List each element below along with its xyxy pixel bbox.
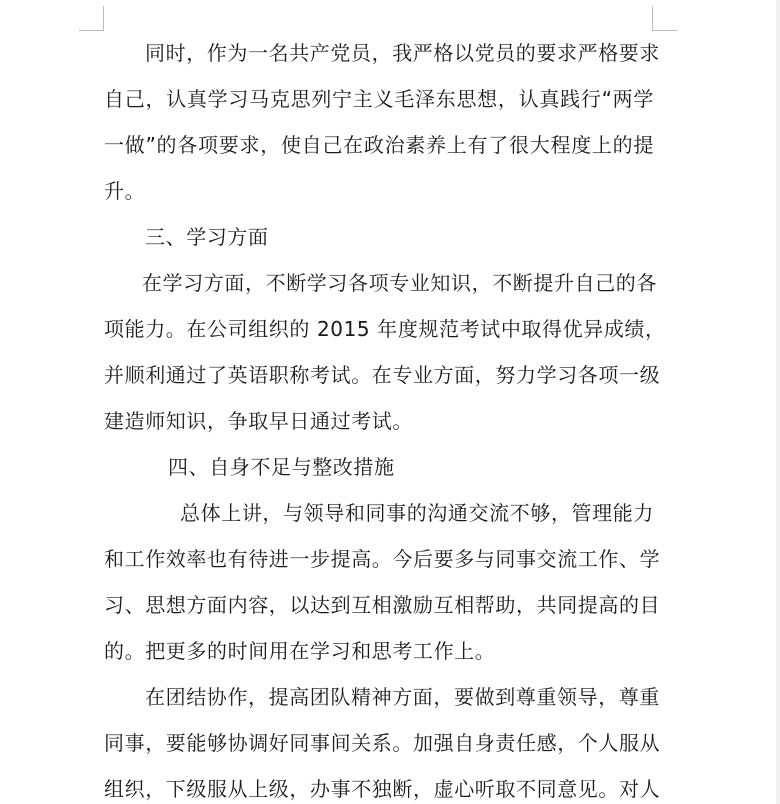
vertical-scrollbar[interactable] <box>776 0 780 804</box>
margin-corner-mark-top-right <box>652 6 677 31</box>
paragraph <box>104 674 661 804</box>
text-line: 同事，要能够协调好同事间关系。加强自身责任感，个人服从 <box>104 731 661 755</box>
text-line: 在学习方面，不断学习各项专业知识，不断提升自己的各 <box>142 271 657 295</box>
paragraph <box>104 260 666 444</box>
paragraph <box>104 30 660 214</box>
heading-text: 三、学习方面 <box>145 225 269 249</box>
section-heading <box>104 444 654 490</box>
text-line: 组织，下级服从上级，办事不独断，虚心听取不同意见。对人 <box>104 777 661 801</box>
text-line: 并顺利通过了英语职称考试。在专业方面，努力学习各项一级 <box>104 363 661 387</box>
text-line: 升。 <box>104 179 146 203</box>
paragraph <box>104 490 661 674</box>
text-line: 总体上讲，与领导和同事的沟通交流不够，管理能力 <box>180 501 654 525</box>
text-line: 建造师知识，争取早日通过考试。 <box>104 409 413 433</box>
text-line: 一做”的各项要求，使自己在政治素养上有了很大程度上的提 <box>104 133 654 157</box>
text-line: 同时，作为一名共产党员，我严格以党员的要求严格要求 <box>145 41 660 65</box>
margin-corner-mark-top-left <box>79 6 104 31</box>
text-line: 习、思想方面内容，以达到互相激励互相帮助，共同提高的目 <box>104 593 661 617</box>
document-body <box>104 30 666 804</box>
text-line: 项能力。在公司组织的 2015 年度规范考试中取得优异成绩， <box>104 317 666 341</box>
text-line: 和工作效率也有待进一步提高。今后要多与同事交流工作、学 <box>104 547 661 571</box>
text-line: 的。把更多的时间用在学习和思考工作上。 <box>104 639 496 663</box>
heading-text: 四、自身不足与整改措施 <box>168 455 395 479</box>
text-line: 在团结协作，提高团队精神方面，要做到尊重领导，尊重 <box>145 685 660 709</box>
text-line: 自己，认真学习马克思列宁主义毛泽东思想，认真践行“两学 <box>104 87 654 111</box>
section-heading <box>104 214 654 260</box>
